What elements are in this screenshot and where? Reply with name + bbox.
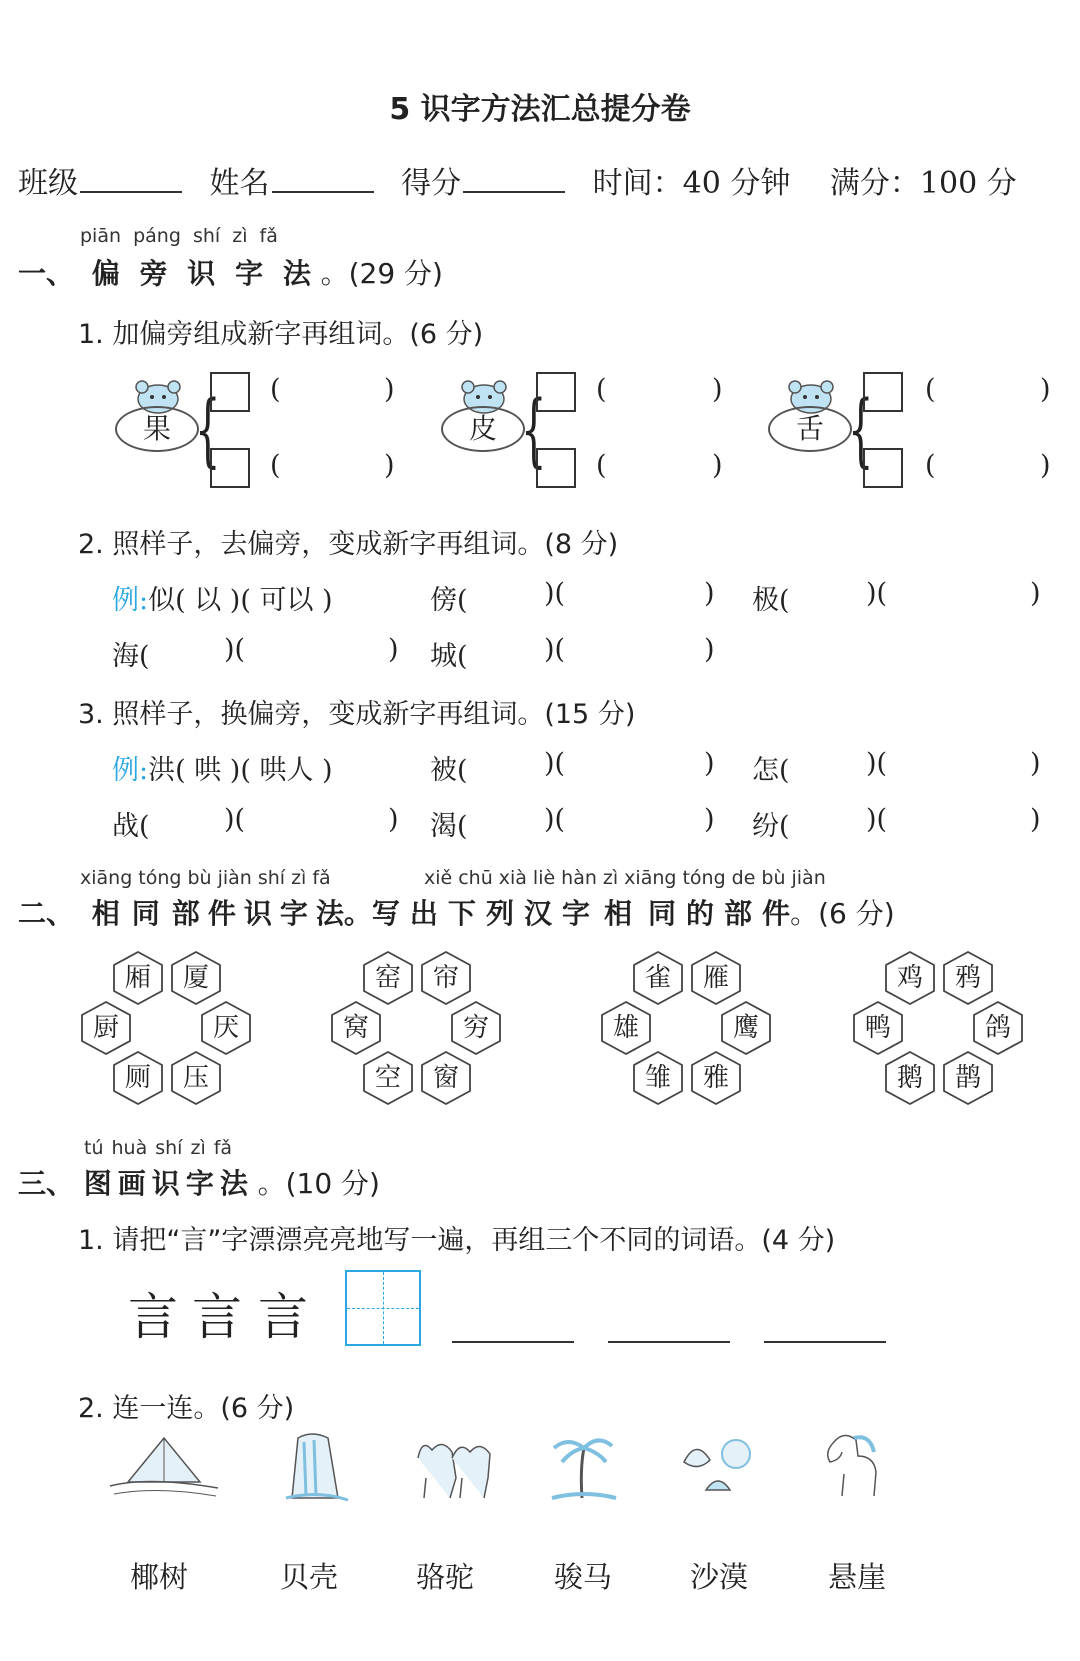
section1-pinyin: piān páng shí zì fǎ bbox=[80, 225, 278, 247]
match-word[interactable]: 骆驼 bbox=[416, 1560, 475, 1594]
s1-q2-item[interactable]: 傍( bbox=[430, 585, 468, 616]
header-info bbox=[18, 158, 1017, 202]
seashell-icon bbox=[676, 1432, 760, 1498]
palm-tree-icon bbox=[548, 1428, 618, 1504]
word-paren-2b[interactable]: ( bbox=[596, 450, 607, 481]
s1-q2-example: 例:似( 以 )( 可以 ) bbox=[112, 585, 333, 616]
brace-1: { bbox=[195, 383, 221, 476]
hex-char: 帘 bbox=[420, 950, 472, 1010]
hex-char: 鸽 bbox=[972, 1000, 1024, 1060]
section2-heading: 二、 相 同 部 件 识 字 法。写 出 下 列 汉 字 相 同 的 部 件。(6 分) bbox=[18, 897, 895, 930]
hex-char: 窑 bbox=[362, 950, 414, 1010]
hex-char: 雅 bbox=[690, 1050, 742, 1110]
word-blank-1[interactable] bbox=[452, 1341, 574, 1343]
match-word[interactable]: 贝壳 bbox=[280, 1560, 339, 1594]
new-char-box-2b[interactable] bbox=[536, 448, 576, 488]
class-blank[interactable] bbox=[80, 165, 182, 193]
brace-3: { bbox=[848, 383, 874, 476]
word-paren-3b[interactable]: ( bbox=[925, 450, 936, 481]
hex-char: 雀 bbox=[632, 950, 684, 1010]
word-paren-1a[interactable]: ( bbox=[270, 374, 281, 405]
s1-q3-example: 例:洪( 哄 )( 哄人 ) bbox=[112, 755, 333, 786]
hex-char: 窗 bbox=[420, 1050, 472, 1110]
new-char-box-3b[interactable] bbox=[863, 448, 903, 488]
s1-q2-item[interactable]: 极( bbox=[752, 585, 790, 616]
hex-char: 厦 bbox=[170, 950, 222, 1010]
score-blank[interactable] bbox=[463, 165, 565, 193]
match-word[interactable]: 悬崖 bbox=[828, 1560, 887, 1594]
word-paren-1b[interactable]: ( bbox=[270, 450, 281, 481]
new-char-box-1a[interactable] bbox=[210, 372, 250, 412]
hex-char: 厕 bbox=[112, 1050, 164, 1110]
hex-char: 雁 bbox=[690, 950, 742, 1010]
s1-q2-item[interactable]: 城( bbox=[430, 641, 468, 672]
section2-pinyin-1: xiāng tóng bù jiàn shí zì fǎ bbox=[80, 867, 331, 889]
hex-char: 鹰 bbox=[720, 1000, 772, 1060]
root-char-3: 舌 bbox=[768, 406, 852, 452]
s1-q3-item[interactable]: 战( bbox=[112, 811, 150, 842]
page-title: 5 识字方法汇总提分卷 bbox=[389, 92, 691, 127]
class-label: 班级 bbox=[18, 166, 78, 201]
word-blank-3[interactable] bbox=[764, 1341, 886, 1343]
score-label: 得分 bbox=[401, 166, 462, 201]
time-label: 时间：40 分钟 bbox=[592, 166, 791, 201]
hex-char: 压 bbox=[170, 1050, 222, 1110]
s1-q3-item[interactable]: 渴( bbox=[430, 811, 468, 842]
hex-char: 鸡 bbox=[884, 950, 936, 1010]
word-paren-2a[interactable]: ( bbox=[596, 374, 607, 405]
new-char-box-1b[interactable] bbox=[210, 448, 250, 488]
ancient-script-2: 言 bbox=[192, 1288, 242, 1346]
new-char-box-3a[interactable] bbox=[863, 372, 903, 412]
hex-char: 鹊 bbox=[942, 1050, 994, 1110]
hex-char: 鸦 bbox=[942, 950, 994, 1010]
new-char-box-2a[interactable] bbox=[536, 372, 576, 412]
hex-char: 鸭 bbox=[852, 1000, 904, 1060]
s1-q2-item[interactable]: 海( bbox=[112, 641, 150, 672]
s3-q2-text: 2. 连一连。(6 分) bbox=[78, 1393, 295, 1424]
s1-q1-text: 1. 加偏旁组成新字再组词。(6 分) bbox=[78, 319, 484, 350]
hex-char: 厨 bbox=[80, 1000, 132, 1060]
s1-q2-text: 2. 照样子，去偏旁，变成新字再组词。(8 分) bbox=[78, 529, 619, 560]
hex-char: 厢 bbox=[112, 950, 164, 1010]
hex-char: 鹅 bbox=[884, 1050, 936, 1110]
s1-q3-item[interactable]: 纷( bbox=[752, 811, 790, 842]
pyramid-desert-icon bbox=[108, 1432, 220, 1502]
cliff-waterfall-icon bbox=[282, 1428, 352, 1504]
section3-heading: 三、 图 画 识 字 法 。(10 分) bbox=[18, 1167, 380, 1200]
hex-char: 雄 bbox=[600, 1000, 652, 1060]
s1-q3-item[interactable]: 怎( bbox=[752, 755, 790, 786]
match-word[interactable]: 沙漠 bbox=[690, 1560, 749, 1594]
s1-q3-text: 3. 照样子，换偏旁，变成新字再组词。(15 分) bbox=[78, 699, 636, 730]
name-blank[interactable] bbox=[272, 165, 374, 193]
match-word[interactable]: 椰树 bbox=[130, 1560, 189, 1594]
section1-heading: 一、 偏 旁 识 字 法 。(29 分) bbox=[18, 257, 443, 290]
word-blank-2[interactable] bbox=[608, 1341, 730, 1343]
hex-char: 雏 bbox=[632, 1050, 684, 1110]
hex-char: 空 bbox=[362, 1050, 414, 1110]
hex-char: 厌 bbox=[200, 1000, 252, 1060]
brace-2: { bbox=[521, 383, 547, 476]
camel-caravan-icon bbox=[412, 1428, 496, 1504]
name-label: 姓名 bbox=[209, 166, 270, 201]
tian-grid-box[interactable] bbox=[345, 1270, 421, 1346]
s1-q3-item[interactable]: 被( bbox=[430, 755, 468, 786]
section2-pinyin-2: xiě chū xià liè hàn zì xiāng tóng de bù jiàn bbox=[424, 867, 826, 889]
match-word[interactable]: 骏马 bbox=[554, 1560, 613, 1594]
pony-icon bbox=[814, 1426, 888, 1504]
modern-script: 言 bbox=[258, 1289, 308, 1345]
ancient-script-1: 言 bbox=[128, 1288, 178, 1346]
hex-char: 窝 bbox=[330, 1000, 382, 1060]
s3-q1-text: 1. 请把“言”字漂漂亮亮地写一遍，再组三个不同的词语。(4 分) bbox=[78, 1225, 836, 1256]
section3-pinyin: tú huà shí zì fǎ bbox=[84, 1137, 233, 1159]
word-paren-3a[interactable]: ( bbox=[925, 374, 936, 405]
hex-char: 穷 bbox=[450, 1000, 502, 1060]
full-score-label: 满分：100 分 bbox=[829, 166, 1017, 201]
root-char-2: 皮 bbox=[441, 406, 525, 452]
root-char-1: 果 bbox=[115, 406, 199, 452]
